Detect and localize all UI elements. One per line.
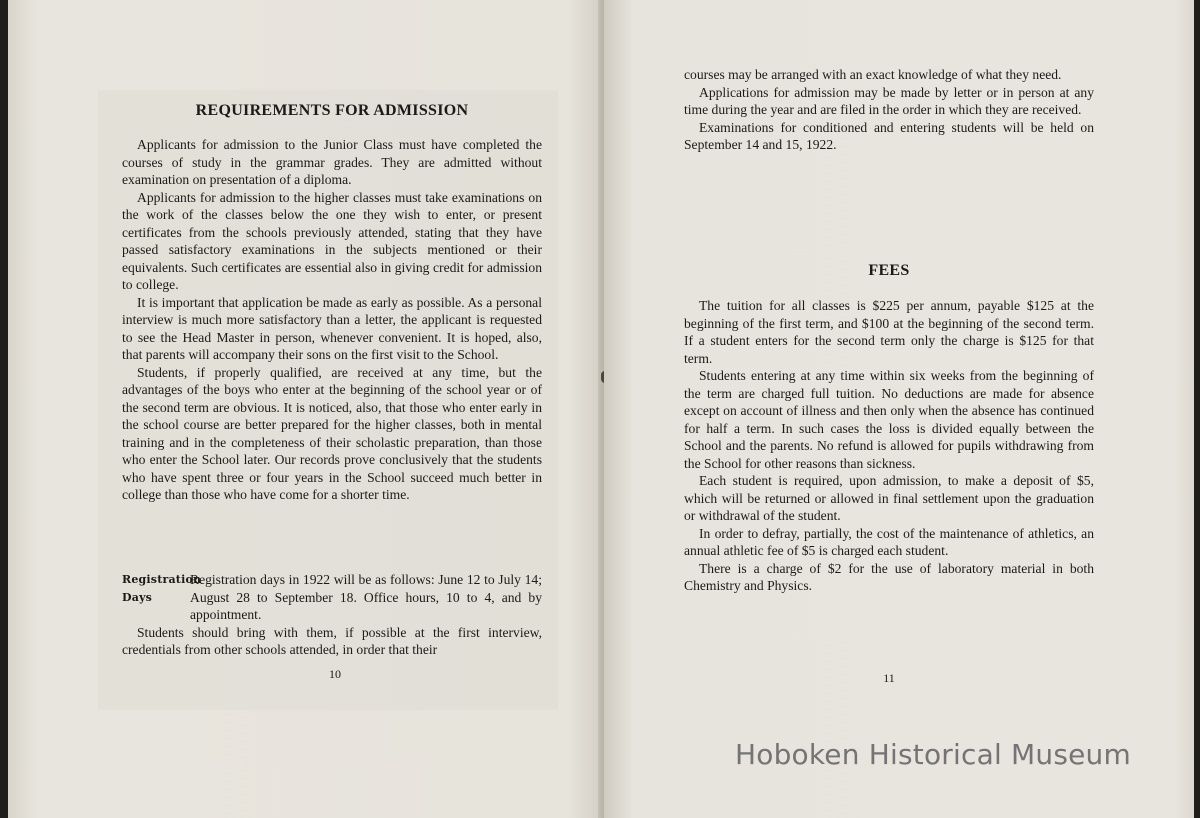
paragraph: Students, if properly qualified, are received at any time, but the advantages of the boys who enter at the beginning of the school year or of the second term are obvious. It is noticed, also, that those who enter early in the school course are better prepared for the higher classes, both in mental training and in the completeness of their scholastic preparation, than those who enter the School later. Our records prove conclusively that the students who have spent three or four years in the School succeed much better in college than those who have come for a shorter time. [122,364,542,502]
fees-text [684,297,1094,595]
sidenote-line: Days [122,590,153,604]
paragraph: It is important that application be made as early as possible. As a personal interview is much more satisfactory than a letter, the applicant is requested to see the Head Master in person, whenever convenient. It is hoped, also, that parents will accompany their sons on the first visit to the School. [122,294,542,362]
paragraph: Each student is required, upon admission, to make a deposit of $5, which will be returned or allowed in final settlement upon the graduation or withdrawal of the student. [684,473,1094,523]
registration-sidenote [122,571,202,624]
registration-text: Registration days in 1922 will be as follows: June 12 to July 14; August 28 to September 18. Office hours, 10 to 4, and by appointment. [190,572,542,622]
paragraph: Students should bring with them, if possible at the first interview, credentials from other schools attended, in order that their [122,624,542,657]
museum-watermark: Hoboken Historical Museum [735,738,1131,771]
paragraph: The tuition for all classes is $225 per annum, payable $125 at the beginning of the first term, and $100 at the beginning of the second term. If a student enters for the second term only the charge is $125 for that term. [684,298,1094,366]
paragraph: In order to defray, partially, the cost of the maintenance of athletics, an annual athletic fee of $5 is charged each student. [684,525,1094,558]
page-number: 10 [329,667,341,681]
page-heading: FEES [868,262,910,279]
right-page [604,0,1194,818]
paragraph: Applications for admission may be made by letter or in person at any time during the year and are filed in the order in which they are received. [684,84,1094,117]
page-heading: REQUIREMENTS FOR ADMISSION [195,102,469,119]
paragraph: Applicants for admission to the Junior Class must have completed the courses of study in the grammar grades. They are admitted without examination on presentation of a diploma. [122,137,542,187]
paragraph: Students entering at any time within six weeks from the beginning of the term are charged full tuition. No deductions are made for absence except on account of illness and then only when the absence has continued for half a term. In such cases the loss is divided equally between the School and the parents. No refund is allowed for pupils withdrawing from the School for other reasons than sickness. [684,368,1094,471]
page-number: 11 [883,671,895,685]
registration-section [122,571,542,659]
paragraph: There is a charge of $2 for the use of laboratory material in both Chemistry and Physics. [684,560,1094,593]
paragraph: Applicants for admission to the higher classes must take examinations on the work of the classes below the one they wish to enter, or present certificates from the schools previously attended, stating that they have passed satisfactory examinations in the subjects mentioned or their equivalents. Such certificates are essential also in giving credit for admission to college. [122,189,542,292]
paragraph: Examinations for conditioned and entering students will be held on September 14 and 15, 1922. [684,119,1094,152]
admission-continued-text [684,66,1094,154]
paragraph: courses may be arranged with an exact knowledge of what they need. [684,67,1062,82]
left-page [8,0,604,818]
admission-text [122,136,542,504]
sidenote-line: Registration [122,573,202,586]
